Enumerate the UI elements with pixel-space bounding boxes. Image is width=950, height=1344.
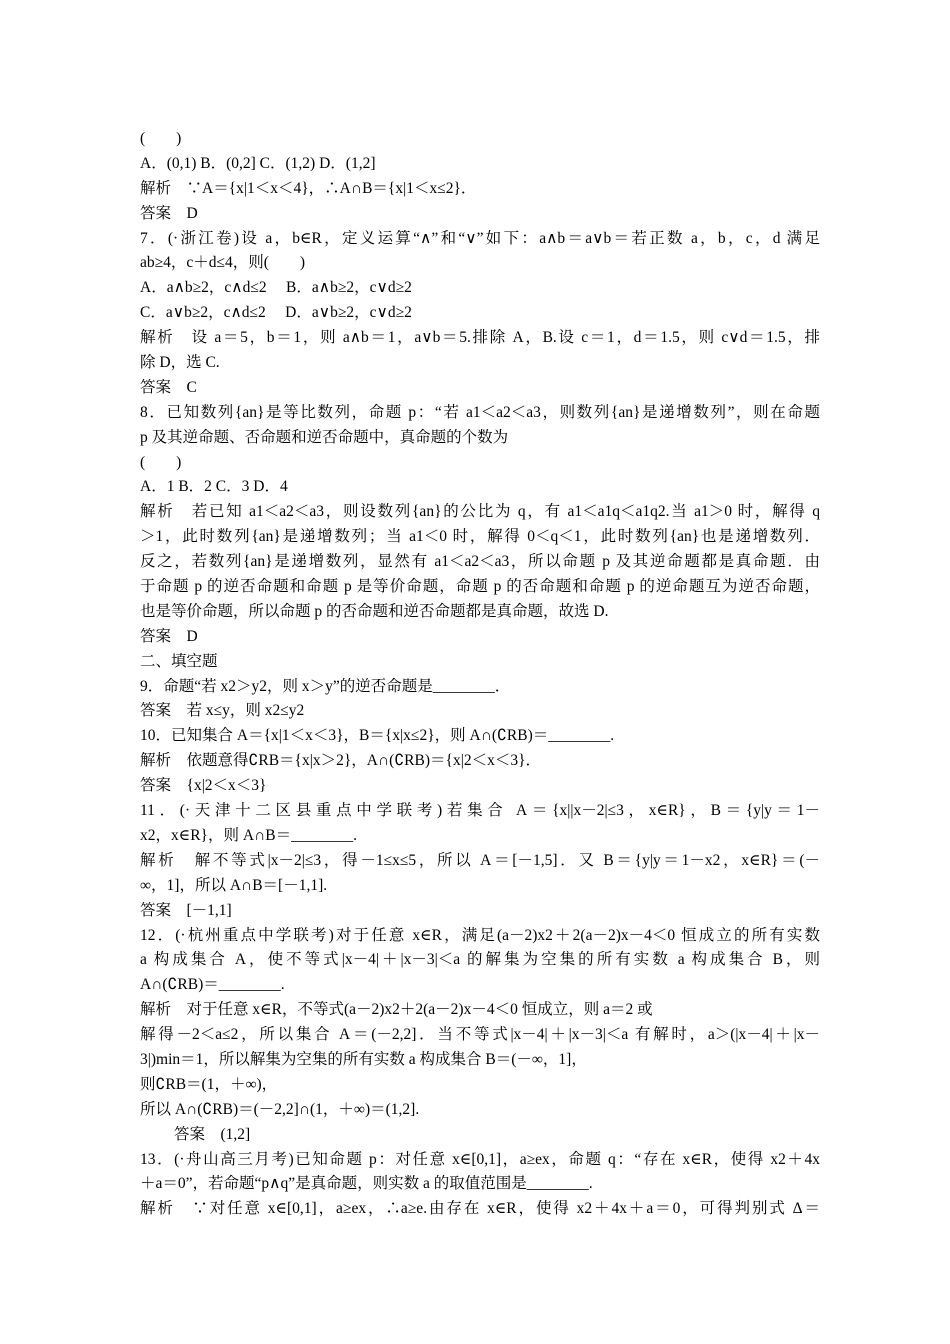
text-line: a 构成集合 A，使不等式|x－4|＋|x－3|＜a 的解集为空集的所有实数 a 构成集合 B，则 bbox=[140, 951, 820, 969]
text-line: 3|)min＝1，所以解集为空集的所有实数 a 构成集合 B＝(－∞，1]， bbox=[140, 1050, 587, 1068]
text-line: 二、填空题 bbox=[140, 652, 218, 670]
text-line: 答案 [－1,1] bbox=[140, 901, 232, 919]
text-line: 解析 ∵A＝{x|1＜x＜4}，∴A∩B＝{x|1＜x≤2}． bbox=[140, 179, 477, 197]
text-line: 解析 若已知 a1＜a2＜a3，则设数列{an}的公比为 q，有 a1＜a1q＜a1q2.当 a1＞0 时，解得 q bbox=[140, 503, 820, 521]
text-line: 12．(·杭州重点中学联考)对于任意 x∈R，满足(a－2)x2＋2(a－2)x－4＜0 恒成立的所有实数 bbox=[140, 926, 820, 944]
text-line: 13．(·舟山高三月考)已知命题 p：对任意 x∈[0,1]，a≥ex，命题 q：“存在 x∈R，使得 x2＋4x bbox=[140, 1150, 820, 1168]
text-line: ＋a＝0”，若命题“p∧q”是真命题，则实数 a 的取值范围是________. bbox=[140, 1175, 593, 1193]
text-line: 7．(·浙江卷)设 a，b∈R，定义运算“∧”和“∨”如下：a∧b＝a∨b＝若正数 a，b，c，d 满足 bbox=[140, 229, 820, 247]
text-line: C．a∨b≥2，c∧d≤2 D．a∨b≥2，c∨d≥2 bbox=[140, 304, 412, 322]
text-line: 答案 D bbox=[140, 204, 198, 222]
text-line: 则∁RB＝(1，＋∞)， bbox=[140, 1075, 278, 1093]
text-line: A．1 B．2 C．3 D．4 bbox=[140, 478, 288, 496]
text-line: 8．已知数列{an}是等比数列，命题 p：“若 a1＜a2＜a3，则数列{an}是递增数列”，则在命题 bbox=[140, 403, 820, 421]
text-line: ( ) bbox=[140, 130, 182, 147]
text-line: 反之，若数列{an}是递增数列，显然有 a1＜a2＜a3，所以命题 p 及其逆命题都是真命题．由 bbox=[140, 553, 820, 571]
text-line: 解得－2＜a≤2，所以集合 A＝(－2,2]．当不等式|x－4|＋|x－3|＜a 有解时，a＞(|x－4|＋|x－ bbox=[140, 1026, 820, 1044]
document-page bbox=[140, 127, 820, 1222]
text-line: 答案 C bbox=[140, 378, 197, 396]
text-line: 答案 若 x≤y，则 x2≤y2 bbox=[140, 702, 305, 720]
text-line: A．a∧b≥2，c∧d≤2 B．a∧b≥2，c∨d≥2 bbox=[140, 279, 412, 297]
text-line: 答案 (1,2] bbox=[174, 1125, 251, 1143]
text-line: p 及其逆命题、否命题和逆否命题中，真命题的个数为 bbox=[140, 428, 509, 446]
text-line: 答案 D bbox=[140, 627, 198, 645]
text-line: 所以 A∩(∁RB)＝(－2,2]∩(1，＋∞)＝(1,2]. bbox=[140, 1100, 420, 1118]
text-line: 解析 ∵对任意 x∈[0,1]，a≥ex，∴a≥e.由存在 x∈R，使得 x2＋4x＋a＝0，可得判别式 Δ＝ bbox=[140, 1200, 820, 1218]
text-line: 答案 {x|2＜x＜3} bbox=[140, 777, 267, 795]
text-line: 10．已知集合 A＝{x|1＜x＜3}，B＝{x|x≤2}，则 A∩(∁RB)＝________. bbox=[140, 727, 615, 745]
text-line: A．(0,1) B．(0,2] C．(1,2) D．(1,2] bbox=[140, 154, 376, 172]
text-line: ab≥4，c＋d≤4，则( ) bbox=[140, 254, 306, 272]
text-line: 解析 依题意得∁RB＝{x|x＞2}，A∩(∁RB)＝{x|2＜x＜3}． bbox=[140, 752, 542, 770]
text-line: 解析 解不等式|x－2|≤3，得－1≤x≤5，所以 A＝[－1,5]．又 B＝{y|y＝1－x2，x∈R}＝(－ bbox=[140, 851, 820, 869]
text-line: ∞，1]，所以 A∩B＝[－1,1]. bbox=[140, 876, 328, 894]
text-line: 解析 设 a＝5，b＝1，则 a∧b＝1，a∨b＝5.排除 A，B.设 c＝1，d＝1.5，则 c∨d＝1.5，排 bbox=[140, 329, 820, 347]
text-line: 11．(·天津十二区县重点中学联考)若集合 A＝{x||x－2|≤3，x∈R}，B＝{y|y＝1－ bbox=[140, 802, 820, 820]
text-line: 解析 对于任意 x∈R，不等式(a－2)x2＋2(a－2)x－4＜0 恒成立，则 a＝2 或 bbox=[140, 1001, 653, 1019]
text-line: 也是等价命题，所以命题 p 的否命题和逆否命题都是真命题，故选 D. bbox=[140, 602, 609, 620]
text-line: ＞1，此时数列{an}是递增数列；当 a1＜0 时，解得 0＜q＜1，此时数列{an}也是递增数列． bbox=[140, 528, 820, 546]
text-line: ( ) bbox=[140, 453, 182, 471]
text-line: 9．命题“若 x2＞y2，则 x＞y”的逆否命题是________． bbox=[140, 677, 511, 695]
text-line: x2，x∈R}，则 A∩B＝________. bbox=[140, 826, 357, 844]
text-line: 除 D，选 C. bbox=[140, 354, 220, 372]
text-line: A∩(∁RB)＝________. bbox=[140, 976, 285, 994]
text-line: 于命题 p 的逆否命题和命题 p 是等价命题，命题 p 的否命题和命题 p 的逆命题互为逆否命题， bbox=[140, 578, 820, 596]
